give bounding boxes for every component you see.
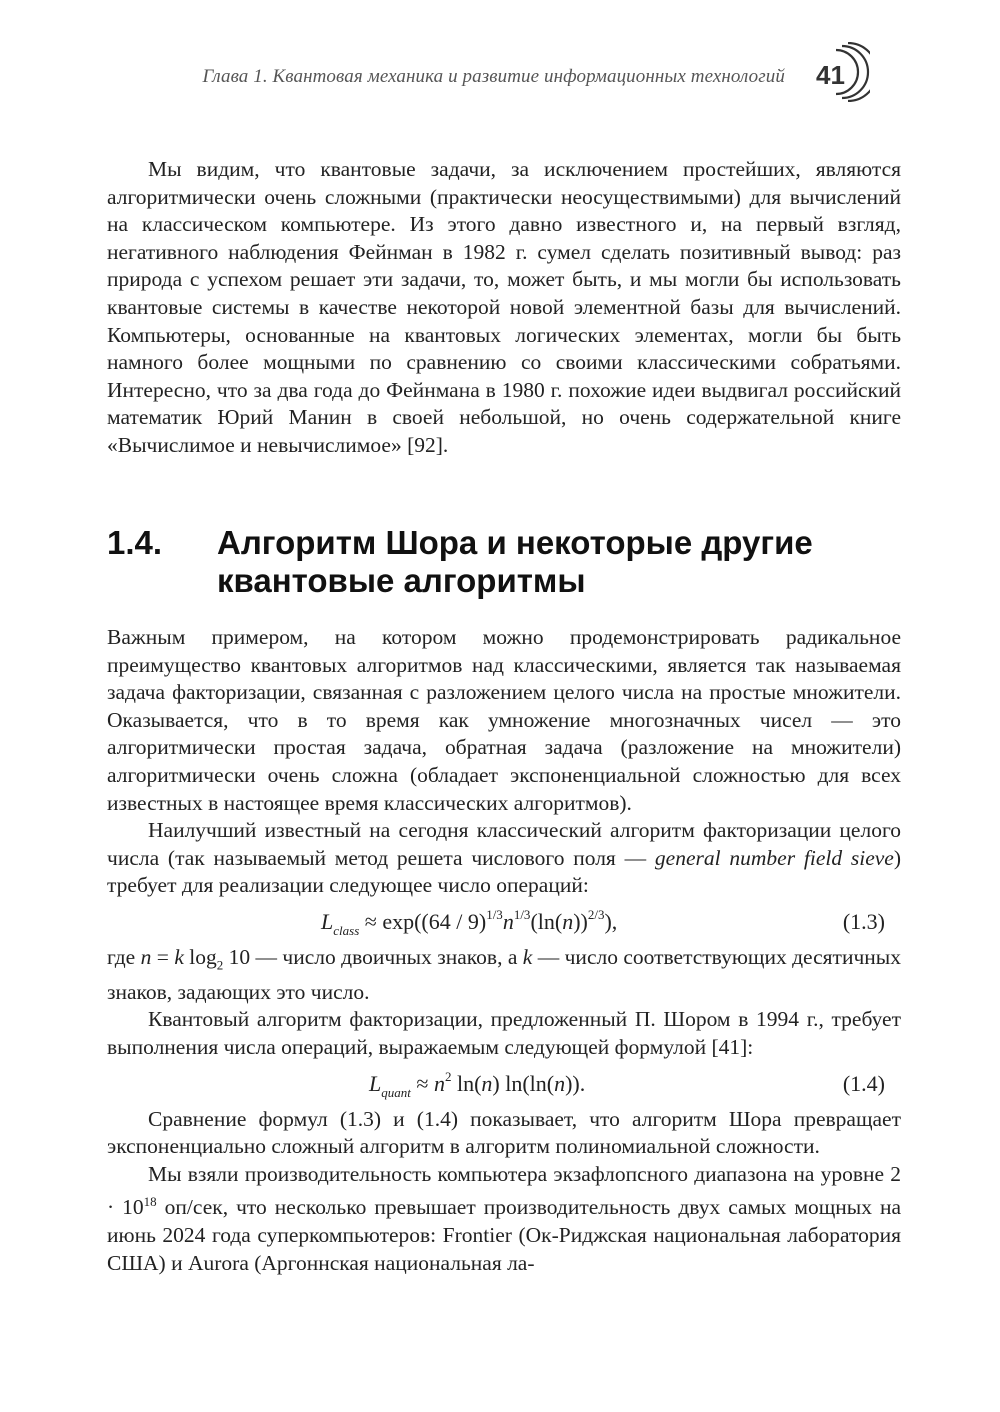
formula-1-4: [107, 1062, 901, 1106]
gnfs-text-a: Наилучший известный на сегодня классический алгоритм факторизации целого числа (так называемый метод решета числового поля —: [107, 818, 901, 870]
section-title: [217, 524, 897, 600]
formula-1-3: [107, 900, 901, 944]
paragraph-gnfs: [107, 817, 901, 900]
formula-1-3-number: (1.3): [842, 908, 885, 934]
page-number: 41: [816, 60, 845, 90]
paragraph-where-n: где n = k $\log_2 10$ — число двоичных знаков, а k — число соответствующих десятичных знаков, задающих это число.: [107, 944, 901, 1004]
formula-1-3-expression: $L_{class} \approx \exp((64 / 9)^{1/3}n^{1/3}(\ln(n))^{2/3})$,: [321, 906, 618, 938]
paragraph-factorization: Важным примером, на котором можно продемонстрировать радикальное преимущество квантовых алгоритмов над классическими, является так называемая задача факторизации, связанная с разложением целого числа на простые множители. Оказывается, что в то время как умножение многозначных чисел — это алгоритмически простая задача, обратная задача (разложение на множители) алгоритмически очень сложна (обладает экспоненциальной сложностью для всех известных в настоящее время классических алгоритмов).: [107, 625, 901, 815]
paragraph-exaflops: Мы взяли производительность компьютера экзафлопсного диапазона на уровне $2 \cdot 10^{18}$ оп/сек, что несколько превышает производительность двух самых мощных на июнь 2024 года суперкомпьютеров: Frontier (Ок-Риджская национальная лаборатория США) и Aurora (Аргоннская национальная ла-: [107, 1161, 901, 1275]
section-title-line-1: Алгоритм Шора и некоторые другие: [217, 524, 813, 561]
formula-1-4-expression: $L_{quant} \approx n^2$ ln(n) ln(ln(n)).: [369, 1068, 586, 1100]
section-text-block: [107, 624, 901, 1277]
section-number: 1.4.: [107, 524, 163, 561]
intro-text-block: [107, 156, 901, 460]
gnfs-text-b: ) требует для реализации следующее число операций:: [107, 845, 902, 898]
intro-paragraph: Мы видим, что квантовые задачи, за исключением простейших, являются алгоритмически очень сложными (практически неосуществимыми) для вычислений на классическом компьютере. Из этого давно известного и, на первый взгляд, негативного наблюдения Фейнман в 1982 г. сумел сделать позитивный вывод: раз природа с успехом решает эти задачи, то, может быть, и мы могли бы использовать квантовые системы в качестве некоторой новой элементной базы для вычислений. Компьютеры, основанные на квантовых логических элементах, могли бы быть намного более мощными по сравнению со своими классическими собратьями. Интересно, что за два года до Фейнмана в 1980 г. похожие идеи выдвигал российский математик Юрий Манин в своей небольшой, но очень содержательной книге «Вычислимое и невычислимое» [92].: [107, 157, 901, 457]
section-title-line-2: квантовые алгоритмы: [217, 562, 586, 599]
paragraph-comparison: Сравнение формул (1.3) и (1.4) показывает, что алгоритм Шора превращает экспоненциально сложный алгоритм в алгоритм полиномиальной сложности.: [107, 1106, 901, 1159]
formula-1-4-number: (1.4): [842, 1070, 885, 1096]
running-header: Глава 1. Квантовая механика и развитие информационных технологий: [202, 66, 785, 87]
paragraph-shor-algorithm: Квантовый алгоритм факторизации, предложенный П. Шором в 1994 г., требует выполнения числа операций, выражаемым следующей формулой [41]:: [107, 1007, 901, 1060]
gnfs-italic-term: general number field sieve: [654, 845, 894, 870]
